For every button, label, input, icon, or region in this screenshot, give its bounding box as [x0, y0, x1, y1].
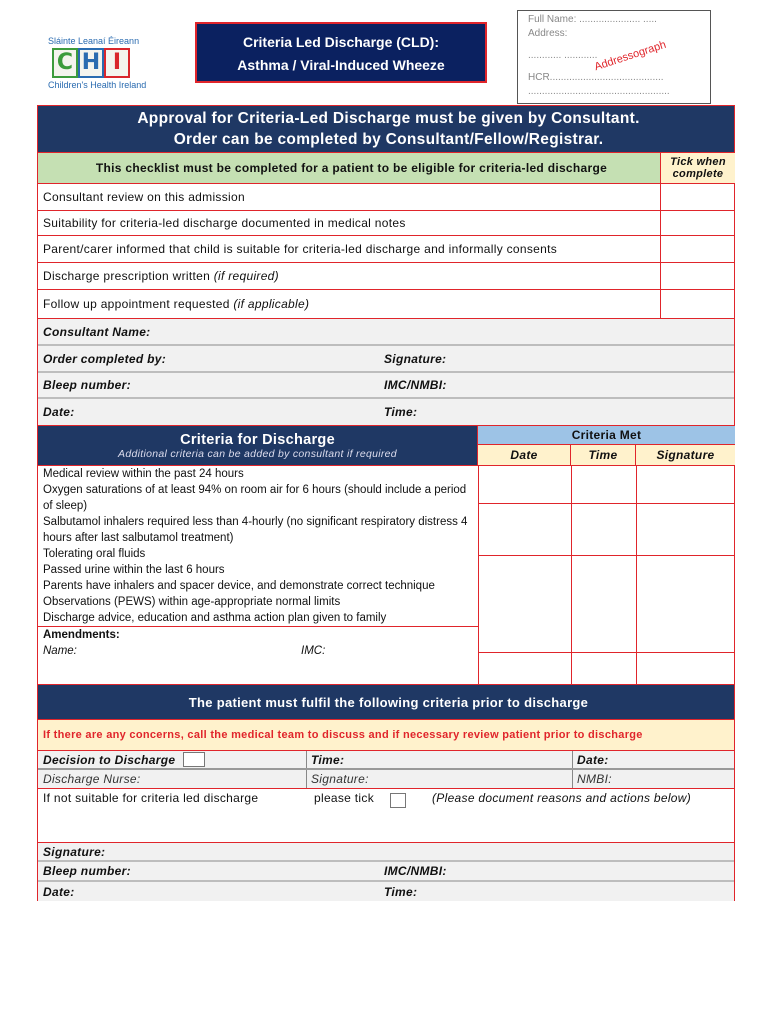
- tick-cell[interactable]: [661, 236, 735, 263]
- footer-signature-label: Signature:: [43, 844, 106, 859]
- amendments-imc-label: IMC:: [301, 645, 326, 657]
- signature-label: Signature:: [384, 351, 447, 366]
- criteria-item: Observations (PEWS) within age-appropriate normal limits: [43, 596, 341, 608]
- addressograph-box: [517, 10, 711, 104]
- please-tick-label: please tick: [314, 791, 374, 805]
- chi-logo: [48, 36, 147, 104]
- footer-date-row: [38, 882, 734, 901]
- decision-date-label: Date:: [577, 752, 609, 767]
- tick-cell[interactable]: [661, 184, 735, 211]
- consultant-name-label: Consultant Name:: [43, 324, 151, 339]
- bleep-row: [38, 373, 734, 399]
- approval-banner: [38, 106, 734, 153]
- amendments: [38, 626, 478, 659]
- criteria-item: Parents have inhalers and spacer device, and demonstrate correct technique: [43, 580, 435, 592]
- logo-bottom-text: Children's Health Ireland: [48, 80, 147, 90]
- checklist-item-text: Follow up appointment requested: [43, 297, 234, 311]
- address-dots-2: ...................................................: [528, 86, 670, 97]
- decision-time-label: Time:: [311, 752, 345, 767]
- col-time: Time: [571, 445, 636, 466]
- title-line1: Criteria Led Discharge (CLD):: [242, 34, 440, 50]
- time-label: Time:: [384, 405, 418, 419]
- checklist-item: [38, 263, 661, 290]
- amendments-name-label: Name:: [43, 645, 77, 657]
- checklist-item: [38, 290, 661, 319]
- footer-imc-label: IMC/NMBI:: [384, 864, 447, 878]
- date-label: Date:: [43, 405, 75, 419]
- checklist-item: [38, 211, 661, 236]
- tick-cell[interactable]: [661, 290, 735, 319]
- consultant-name-row: [38, 319, 734, 346]
- footer-bleep-row: [38, 862, 734, 882]
- hcr-field: HCR.........................................: [528, 72, 664, 83]
- criteria-item: Oxygen saturations of at least 94% on room air for 6 hours (should include a period of sleep): [43, 484, 467, 512]
- criteria-list: [38, 466, 478, 684]
- amendments-label: Amendments:: [43, 629, 120, 641]
- checklist-item-text: Discharge prescription written: [43, 269, 214, 283]
- checklist-header: This checklist must be completed for a patient to be eligible for criteria-led discharge: [38, 153, 661, 184]
- tick-cell[interactable]: [661, 263, 735, 290]
- order-completed-label: Order completed by:: [43, 351, 167, 366]
- criteria-item: Discharge advice, education and asthma action plan given to family: [43, 612, 387, 624]
- concerns-notice: If there are any concerns, call the medical team to discuss and if necessary review patient prior to discharge: [38, 720, 734, 751]
- order-row: [38, 346, 734, 373]
- address-field: Address:: [528, 28, 568, 39]
- form-frame: [37, 105, 735, 901]
- reasons-note: (Please document reasons and actions below): [432, 791, 692, 805]
- decision-row: [38, 751, 734, 770]
- checklist-item-note: (if required): [213, 269, 279, 283]
- logo-letter: I: [104, 48, 130, 78]
- banner-line2: Order can be completed by Consultant/Fellow/Registrar.: [173, 131, 604, 148]
- address-dots: ............ ............: [528, 50, 598, 61]
- checklist-item: [38, 184, 661, 211]
- decision-checkbox[interactable]: [183, 752, 205, 767]
- footer-bleep-label: Bleep number:: [43, 864, 131, 878]
- criteria-title: Criteria for Discharge: [180, 431, 335, 448]
- not-suitable-label: If not suitable for criteria led discharge: [43, 791, 259, 805]
- criteria-met-header: Criteria Met: [478, 426, 735, 445]
- bleep-label: Bleep number:: [43, 378, 131, 392]
- col-signature: Signature: [636, 445, 735, 466]
- fulfil-banner: The patient must fulfil the following criteria prior to discharge: [38, 684, 734, 720]
- full-name-field: Full Name: ...................... .....: [528, 14, 657, 25]
- addressograph-stamp: Addressograph: [592, 38, 668, 74]
- criteria-header: [38, 426, 478, 466]
- footer-date-label: Date:: [43, 884, 75, 899]
- col-date: Date: [478, 445, 571, 466]
- logo-top-text: Sláinte Leanaí Éireann: [48, 36, 140, 46]
- nurse-row: [38, 770, 734, 789]
- not-suitable-row: [38, 789, 734, 843]
- footer-signature-row: [38, 843, 734, 862]
- tick-header: Tick when complete: [661, 153, 735, 184]
- criteria-item: Medical review within the past 24 hours: [43, 468, 244, 480]
- checklist-item-text: Suitability for criteria-led discharge documented in medical notes: [43, 216, 406, 230]
- criteria-subtitle: Additional criteria can be added by consultant if required: [118, 447, 397, 460]
- logo-letter: H: [78, 48, 104, 78]
- banner-line1: Approval for Criteria-Led Discharge must be given by Consultant.: [137, 110, 640, 127]
- nurse-signature-label: Signature:: [311, 772, 369, 786]
- criteria-item: Tolerating oral fluids: [43, 548, 146, 560]
- nmbi-label: NMBI:: [577, 772, 612, 786]
- nurse-label: Discharge Nurse:: [43, 772, 141, 786]
- checklist-item-note: (if applicable): [233, 297, 310, 311]
- logo-letter: C: [52, 48, 78, 78]
- criteria-item: Passed urine within the last 6 hours: [43, 564, 225, 576]
- date-row: [38, 399, 734, 426]
- not-suitable-checkbox[interactable]: [390, 793, 406, 808]
- criteria-met-grid: [478, 466, 735, 684]
- title-line2: Asthma / Viral-Induced Wheeze: [237, 57, 445, 73]
- checklist-item-text: Consultant review on this admission: [43, 190, 245, 204]
- checklist-item: [38, 236, 661, 263]
- form-title: [195, 22, 487, 83]
- imc-nmbi-label: IMC/NMBI:: [384, 378, 447, 392]
- tick-cell[interactable]: [661, 211, 735, 236]
- checklist-item-text: Parent/carer informed that child is suitable for criteria-led discharge and informally consents: [43, 242, 558, 256]
- decision-label: Decision to Discharge: [43, 752, 176, 767]
- footer-time-label: Time:: [384, 884, 418, 899]
- criteria-item: Salbutamol inhalers required less than 4-hourly (no significant respiratory distress 4 hours after last salbutamol treatment): [43, 516, 468, 544]
